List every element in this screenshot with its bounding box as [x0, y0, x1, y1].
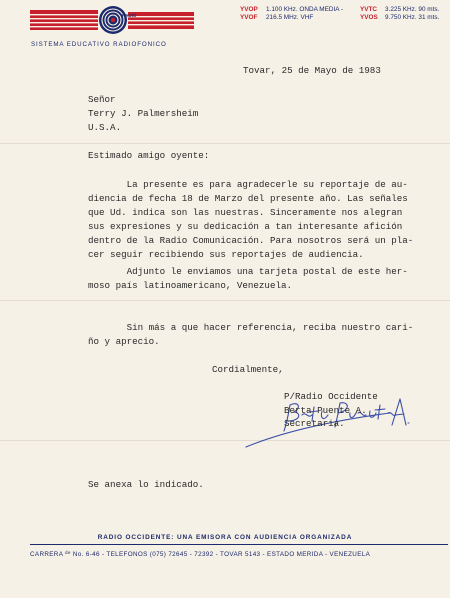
footer-divider	[30, 544, 448, 545]
footer-slogan: RADIO OCCIDENTE: UNA EMISORA CON AUDIENCIA ORGANIZADA	[97, 534, 353, 541]
text-line: dentro de la Radio Comunicación. Para nosotros será un pla-	[88, 234, 414, 246]
footer-address	[30, 550, 448, 558]
sender-line: P/Radio Occidente	[284, 391, 378, 402]
recipient-line: U.S.A.	[88, 121, 122, 133]
text-line: ño y aprecio.	[88, 335, 160, 347]
text-line: Adjunto le enviamos una tarjeta postal de este her-	[88, 266, 408, 277]
paragraph-regards	[88, 321, 413, 349]
station-code: YVOP	[240, 6, 258, 13]
letter-date: Tovar, 25 de Mayo de 1983	[243, 65, 381, 76]
footer-address-part: No. 6-46 - TELEFONOS (075) 72645 - 72392 - TOVAR 5143 - ESTADO MERIDA - VENEZUELA	[70, 551, 371, 558]
text-line: La presente es para agradecerle su reportaje de au-	[88, 179, 408, 190]
station-code: YVOS	[360, 14, 378, 21]
frequency-list-right	[360, 6, 439, 22]
text-line: cer seguir recibiendo sus reportajes de audiencia.	[88, 248, 364, 260]
sender-block	[284, 390, 378, 431]
footer-address-part: CARRERA	[30, 551, 65, 558]
paragraph-postcard	[88, 265, 408, 293]
footer-address-part: de	[65, 550, 71, 555]
station-frequency: 9.750 KHz. 31 mts.	[385, 14, 440, 21]
text-line: que Ud. indica son las nuestras. Sinceramente nos alegran	[88, 206, 403, 218]
text-line: Sin más a que hacer referencia, reciba nuestro cari-	[88, 322, 414, 333]
recipient-address	[88, 93, 198, 134]
closing: Cordialmente,	[212, 364, 284, 375]
station-frequency: 1.100 KHz. ONDA MEDIA -	[266, 6, 344, 13]
frequency-list-left	[240, 6, 343, 22]
recipient-line: Señor	[88, 94, 116, 105]
text-line: diencia de fecha 18 de Marzo del presente año. Las señales	[88, 192, 408, 204]
sender-line: Berta Puente A.	[284, 404, 367, 416]
sender-line: Secretaria.	[284, 418, 345, 429]
radio-occidente-logo	[30, 5, 195, 35]
paragraph-thanks	[88, 178, 413, 261]
paper-fold-line	[0, 300, 450, 301]
station-code: YVOF	[240, 14, 258, 21]
salutation: Estimado amigo oyente:	[88, 150, 210, 161]
svg-text:RADIO: RADIO	[122, 13, 137, 18]
paper-fold-line	[0, 143, 450, 144]
station-code: YVTC	[360, 6, 378, 13]
recipient-line: Terry J. Palmersheim	[88, 107, 199, 119]
annex-note: Se anexa lo indicado.	[88, 479, 204, 490]
text-line: sus expresiones y su dedicación a tan interesante afición	[88, 220, 403, 232]
station-frequency: 216.5 MHz. VHF	[266, 14, 314, 21]
letterhead-tagline: SISTEMA EDUCATIVO RADIOFONICO	[31, 41, 167, 48]
text-line: moso país latinoamericano, Venezuela.	[88, 279, 292, 291]
station-frequency: 3.225 KHz. 90 mts.	[385, 6, 440, 13]
